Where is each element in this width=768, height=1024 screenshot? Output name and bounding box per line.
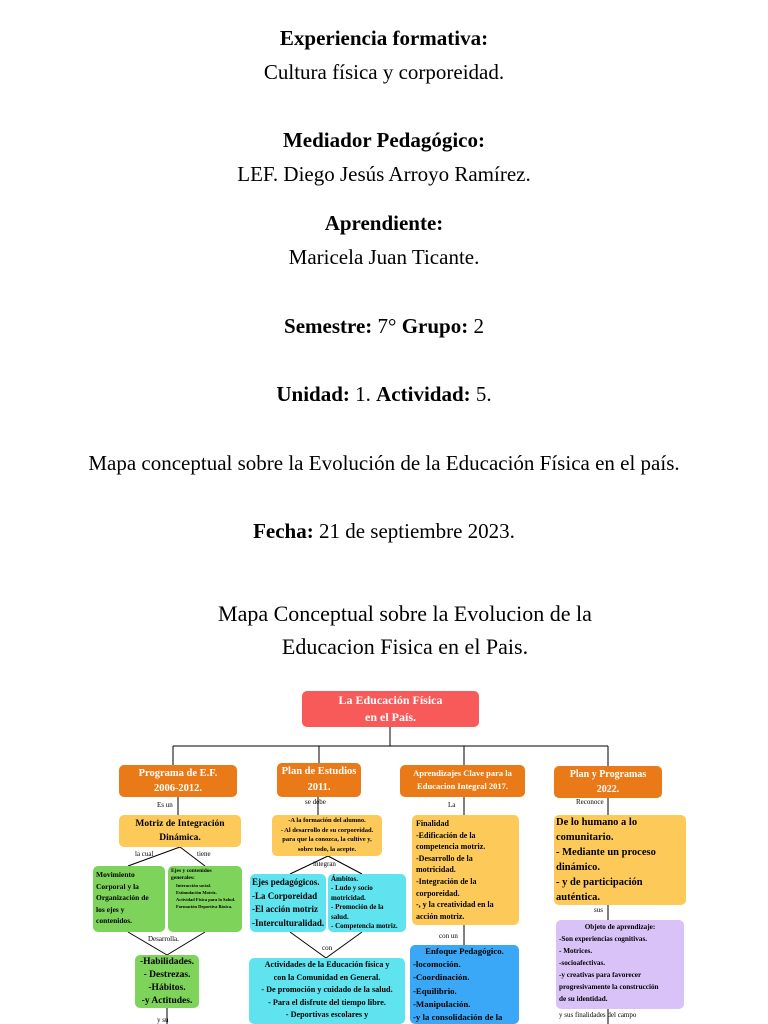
formacion-node: -A la formación del alumno. - Al desarrollo de su corporeidad. para que la conozca, la cultive y, sobre todo, la acepte. xyxy=(272,815,382,856)
enfoque-node: Enfoque Pedagógico. -locomoción. -Coordinación. -Equilibrio. -Manipulación. -y la consolidación de la xyxy=(410,945,519,1024)
semestre-value: 7° xyxy=(377,314,397,338)
fecha-value: 21 de septiembre 2023. xyxy=(318,519,515,543)
label-tiene: tiene xyxy=(197,850,211,858)
experiencia-value: Cultura física y corporeidad. xyxy=(263,60,505,84)
label-la-cual: la cual xyxy=(135,850,154,858)
ambitos-node: Ámbitos. - Ludo y socio motricidad. - Promoción de la salud. - Competencia motriz. xyxy=(328,874,406,932)
grupo-value: 2 xyxy=(473,314,484,338)
label-desarrolla: Desarrolla. xyxy=(148,935,179,943)
movimiento-node: Movimiento Corporal y la Organización de los ejes y contenidos. xyxy=(93,866,165,932)
humano-node: De lo humano a lo comunitario. - Mediante un proceso dinámico. - y de participación auténtica. xyxy=(554,815,686,905)
actividad-label: Actividad: xyxy=(376,382,471,406)
ejes-contenidos-node: Ejes y contenidos generales: Interacción social. Estimulación Motriz. Actividad Física para la Salud. Formación Deportiva Básica. xyxy=(168,866,242,932)
label-integran: integran xyxy=(313,860,336,868)
label-finalidades: y sus finalidades del campo xyxy=(559,1011,637,1019)
label-sus: sus xyxy=(594,906,603,914)
unidad-value: 1. xyxy=(355,382,371,406)
mediador-value: LEF. Diego Jesús Arroyo Ramírez. xyxy=(237,162,531,186)
label-se-debe: se debe xyxy=(305,798,326,806)
label-con-un: con un xyxy=(439,932,458,940)
ejes-item: Estimulación Motriz. xyxy=(176,890,217,895)
plan-programas-node: Plan y Programas 2022. xyxy=(554,766,662,798)
programa-node: Programa de E.F. 2006-2012. xyxy=(119,765,237,797)
habilidades-node: -Habilidades. - Destrezas. -Hábitos. -y Actitudes. xyxy=(135,955,199,1008)
finalidad-node: Finalidad -Edificación de la competencia motriz. -Desarrollo de la motricidad. -Integración de la corporeidad. -, y la creatividad en la acción motriz. xyxy=(412,815,519,925)
ejes-item: Actividad Física para la Salud. xyxy=(176,897,236,902)
root-node: La Educación Física en el País. xyxy=(302,691,479,727)
ejes-item: Interacción social. xyxy=(176,883,211,888)
label-la: La xyxy=(448,801,456,809)
actividades-node: Actividades de la Educación física y con la Comunidad en General. - De promoción y cuidado de la salud. - Para el disfrute del tiempo libre. - Deportivas escolares y xyxy=(249,958,405,1024)
label-reconoce: Reconoce xyxy=(576,798,604,806)
plan-estudios-node: Plan de Estudios 2011. xyxy=(277,763,361,797)
ejes-item: Formación Deportiva Básica. xyxy=(176,904,233,909)
aprendiente-value: Maricela Juan Ticante. xyxy=(288,245,480,269)
label-con: con xyxy=(322,944,333,952)
aprendizajes-node: Aprendizajes Clave para la Educacion Integral 2017. xyxy=(400,765,525,797)
map-title-line1: Mapa Conceptual sobre la Evolucion de la xyxy=(218,601,592,626)
mediador-label: Mediador Pedagógico: xyxy=(282,128,485,152)
descripcion: Mapa conceptual sobre la Evolución de la Educación Física en el país. xyxy=(88,451,680,475)
aprendiente-label: Aprendiente: xyxy=(324,211,444,235)
ejes-pedagogicos-node: Ejes pedagógicos. -La Corporeidad -El acción motriz -Interculturalidad. xyxy=(250,874,326,932)
map-title-line2: Educacion Fisica en el Pais. xyxy=(281,634,529,659)
motriz-node: Motriz de Integración Dinámica. xyxy=(119,815,241,847)
unidad-label: Unidad: xyxy=(276,382,350,406)
objeto-node: Objeto de aprendizaje: -Son experiencias cognitivas. - Motrices. -socioafectivas. -y creativas para favorecer progresivamente la construcción de su identidad. xyxy=(556,920,684,1009)
experiencia-label: Experiencia formativa: xyxy=(279,26,489,50)
grupo-label: Grupo: xyxy=(401,314,469,338)
label-y-su: y su xyxy=(157,1016,169,1024)
label-es-un: Es un xyxy=(157,801,173,809)
fecha-label: Fecha: xyxy=(253,519,314,543)
actividad-value: 5. xyxy=(475,382,492,406)
semestre-label: Semestre: xyxy=(284,314,373,338)
